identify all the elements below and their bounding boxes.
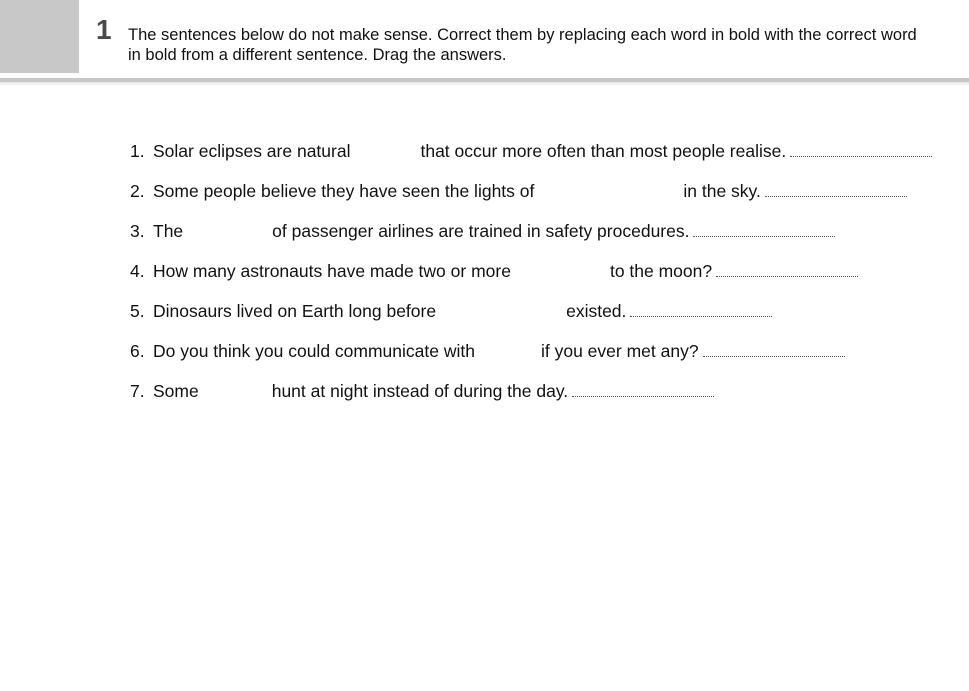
drop-zone-1[interactable]: [350, 141, 420, 163]
sentence-item-4: [130, 259, 950, 299]
sentence-text-before: The: [153, 221, 184, 241]
answer-line-1[interactable]: [790, 146, 932, 157]
answer-line-2[interactable]: [765, 186, 907, 197]
answer-line-4[interactable]: [716, 266, 858, 277]
sentence-list: [130, 139, 950, 419]
answer-line-5[interactable]: [630, 306, 772, 317]
answer-line-6[interactable]: [703, 346, 845, 357]
sentence-number: 6.: [130, 341, 145, 361]
sentence-item-1: [130, 139, 950, 179]
drop-zone-3[interactable]: [183, 221, 272, 243]
answer-line-3[interactable]: [693, 226, 835, 237]
sentence-text-after: existed.: [566, 301, 627, 321]
drop-zone-2[interactable]: [534, 181, 683, 203]
answer-line-7[interactable]: [572, 386, 714, 397]
sentence-text-before: Some: [153, 381, 199, 401]
drop-zone-5[interactable]: [436, 301, 566, 323]
exercise-number: 1: [96, 14, 112, 45]
exercise-instructions: The sentences below do not make sense. Correct them by replacing each word in bold with the correct word in bold from a different sentence. Drag the answers.: [128, 26, 917, 64]
sentence-text-after: in the sky.: [683, 181, 761, 201]
sentence-number: 7.: [130, 381, 145, 401]
sentence-text-after: to the moon?: [609, 261, 713, 281]
sentence-number: 5.: [130, 301, 145, 321]
sentence-text-before: Some people believe they have seen the lights of: [153, 181, 535, 201]
sentence-number: 3.: [130, 221, 145, 241]
sentence-item-5: [130, 299, 950, 339]
exercise-header: [0, 0, 969, 82]
sentence-number: 4.: [130, 261, 145, 281]
sentence-text-before: Do you think you could communicate with: [153, 341, 475, 361]
drop-zone-4[interactable]: [511, 261, 610, 283]
sentence-text-before: Dinosaurs lived on Earth long before: [153, 301, 437, 321]
sentence-text-after: that occur more often than most people realise.: [420, 141, 787, 161]
sentence-text-before: Solar eclipses are natural: [153, 141, 351, 161]
sentence-number: 1.: [130, 141, 145, 161]
sentence-number: 2.: [130, 181, 145, 201]
sentence-item-2: [130, 179, 950, 219]
sentence-item-7: [130, 379, 950, 419]
header-divider: [0, 82, 969, 86]
drop-zone-7[interactable]: [199, 381, 272, 403]
sentence-text-after: of passenger airlines are trained in safety procedures.: [272, 221, 690, 241]
sentence-text-before: How many astronauts have made two or more: [153, 261, 511, 281]
sentence-text-after: if you ever met any?: [540, 341, 699, 361]
sentence-item-3: [130, 219, 950, 259]
drop-zone-6[interactable]: [475, 341, 541, 363]
sentence-item-6: [130, 339, 950, 379]
header-accent-block: [0, 0, 79, 73]
sentence-text-after: hunt at night instead of during the day.: [271, 381, 569, 401]
